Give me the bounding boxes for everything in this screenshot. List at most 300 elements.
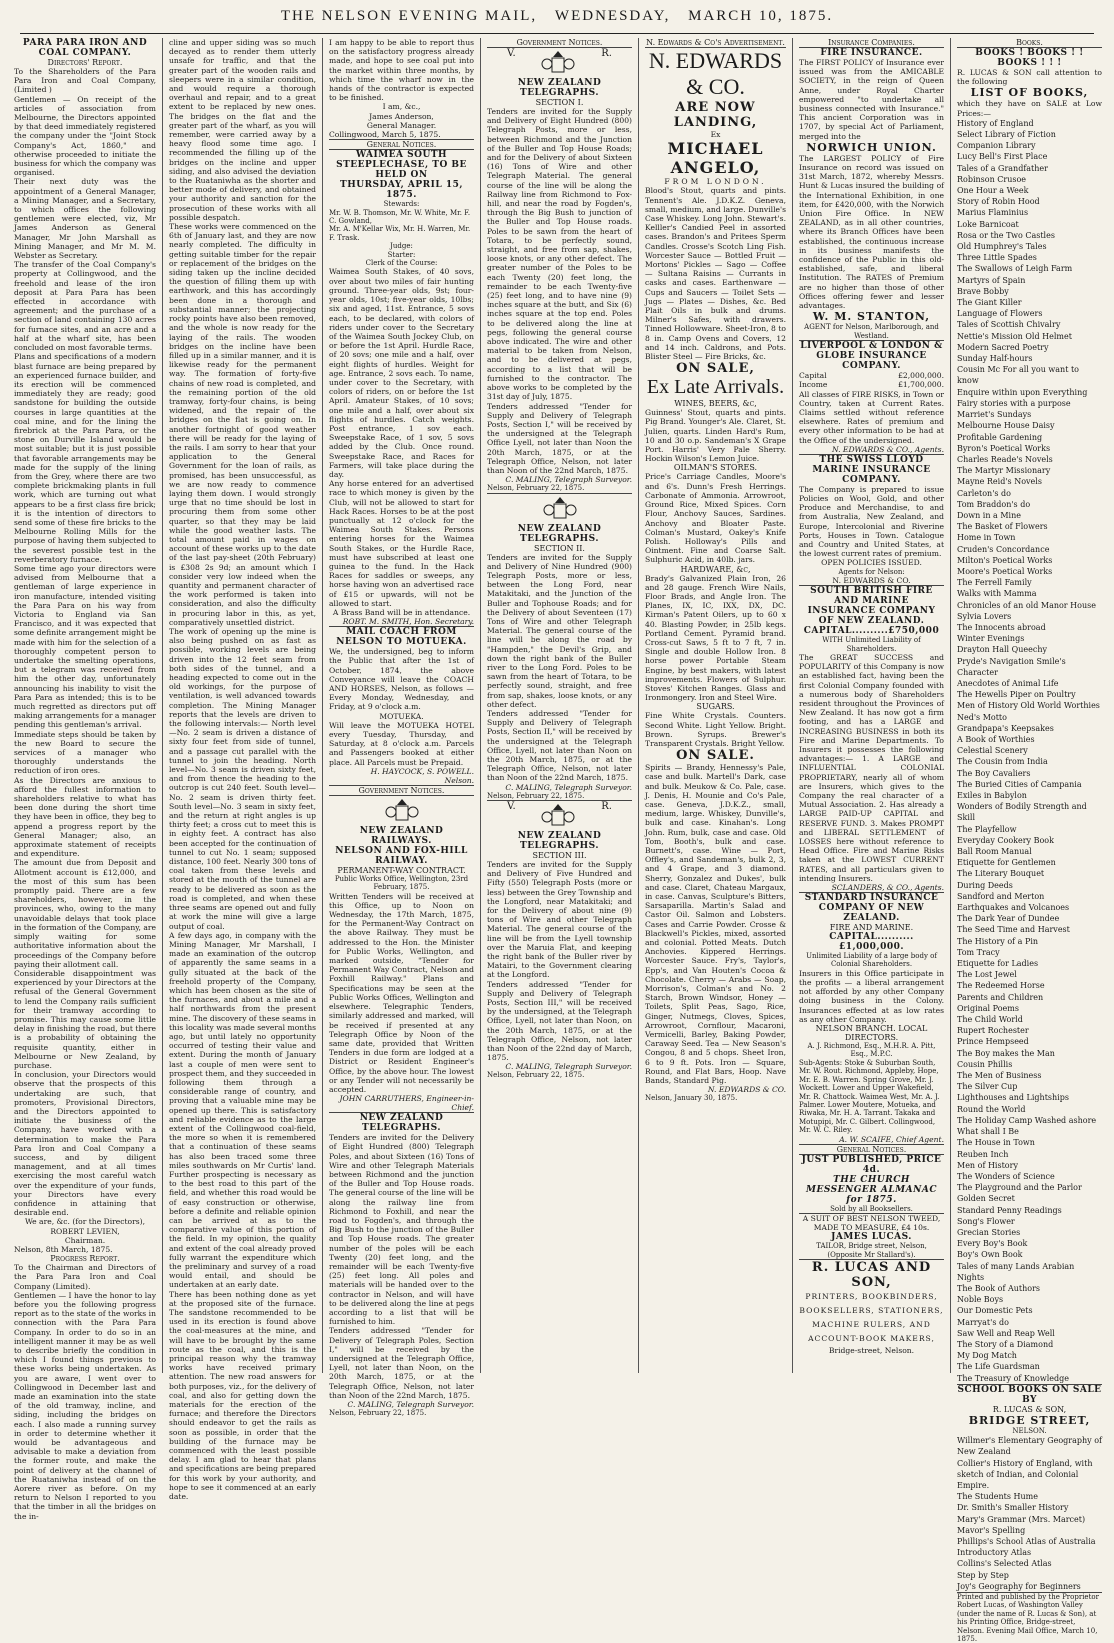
list-item: Melbourne House Daisy bbox=[957, 421, 1055, 431]
ad-heading: THE SWISS LLOYD MARINE INSURANCE COMPANY. bbox=[812, 454, 931, 485]
list-item: Marriet's Sundays bbox=[957, 410, 1032, 420]
list-item: Walks with Mamma bbox=[957, 589, 1037, 599]
royal-crest-icon bbox=[382, 796, 422, 826]
paragraph: Written Tenders will be received at this Office, up to Noon on Wednesday, the 17th March, 1875, for the Permanent-Way Contract on the above Railway. They must be addressed to the Hon. the Minister for Public Works, Wellington, and marked outside, "Tender for Permanent Way Contract, Nelson and Foxhill Railway." Plans and Specifications may be seen at the Public Works Offices, Wellington and elsewhere. Telegraphic Tenders, similarly addressed and marked, will be received if presented at any Telegraph Office by Noon of the same date, provided that Written Tenders in due form are lodged at a District or Resident Engineer's Office, by the above hour. The lowest or any Tender will not necessarily be accepted. bbox=[329, 891, 474, 1094]
list-item: Brave Bobby bbox=[957, 286, 1009, 296]
ad-headline: Ex Late Arrivals. bbox=[646, 376, 785, 399]
list-item: Down in a Mine bbox=[957, 510, 1021, 520]
list-item: My Dog Match bbox=[957, 1351, 1017, 1361]
list-item: The Seed Time and Harvest bbox=[957, 925, 1070, 935]
column-4 bbox=[480, 38, 638, 1373]
article-subheading: Progress Report. bbox=[50, 1254, 120, 1264]
list-item: Our Domestic Pets bbox=[957, 1306, 1033, 1316]
goods-list: Fine White Crystals. Counters. Second White. Light Yellow. Bright. Brown. Syrups. Brewer's Transparent Crystals. Bright Yellow. bbox=[645, 711, 786, 748]
judge-label: Judge: bbox=[390, 242, 413, 251]
paragraph: Tenders are invited for the Delivery of Eight Hundred (800) Telegraph Poles, and about Sixteen (16) Tons of Wire and other Telegraph Materials between Richmond and the junction of the Buller and Top House roads. The general course of the line will be along the railway line from Richmond to Foxhill, and near the road to Fogden's, and through the Big Bush to the junction of the Buller and Top House roads. The greater number of the poles will be each Twenty (20) feet long, and the remainder will be each Twenty-five (25) feet long. All poles and materials will be handed over to the contractor in Nelson, and will have to be delivered along the line at pegs according to a list that will be furnished to him. bbox=[329, 1133, 474, 1327]
stewards-list: Mr. W. B. Thomson, Mr. W. White, Mr. F. C. Gowland, bbox=[329, 208, 471, 226]
notice-heading: NEW ZEALAND TELEGRAPHS. bbox=[517, 78, 602, 98]
list-item: Marryat's do bbox=[957, 1317, 1009, 1327]
list-item: Moore's Poetical Works bbox=[957, 566, 1053, 576]
agent-name: W. M. STANTON, bbox=[812, 310, 931, 324]
ad-date: THURSDAY, APRIL 15, 1875. bbox=[340, 180, 463, 201]
list-item: Robinson Crusoe bbox=[957, 174, 1027, 184]
list-item: Chronicles of an old Manor House bbox=[957, 600, 1096, 610]
paragraph: To the Chairman and Directors of the Para Para Iron and Coal Company (Limited). bbox=[14, 1263, 156, 1291]
list-item: The Life Guardsman bbox=[957, 1362, 1040, 1372]
dateline: Nelson, February 22, 1875. bbox=[329, 1409, 427, 1418]
list-item: Cousin Phillis bbox=[957, 1059, 1013, 1069]
section-heading: General Notices. bbox=[836, 1144, 907, 1154]
list-item: Language of Flowers bbox=[957, 309, 1043, 319]
paragraph: Tenders are invited for the Supply and Delivery of Nine Hundred (900) Telegraph Posts, more or less, between the Long Ford, near Matakitaki, and the Junction of the Buller and Tophouse Roads; and for the Delivery of about Seventeen (17) Tons of Wire and other Telegraph Material. The general course of the line will be along the road by "Hampden," the Devil's Grip, and down the right bank of the Buller river to the Long Ford. Poles to be sawn from the heart of Totara, to be perfectly sound, straight, and free from sap, shakes, loose knots, or any other defect. bbox=[487, 552, 632, 709]
list-item: Men of History Old World Worthies bbox=[957, 701, 1100, 711]
goods-list: Spirits — Brandy, Hennessy's Pale, case and bulk. Martell's Dark, case and bulk. Meukow & Co. Pale, case. J. Denis, H. Mounie and Co's Pale, case. Geneva, J.D.K.Z., small, medium, large. Whiskey, Dunville's, bulk and case. Kinahan's. Long John. Rum, bulk, case and case. Old Tom, Booth's, bulk and case. Burnett's, case. Wine — Port, Offley's, and Sandeman's, bulk 2, 3, and 4 Grape, and 3 diamond. Sherry, Gonzalez and Dukes', bulk and case. Claret, Chateau Margaux, in case. Canvas, Sculpture's Bitters, Sarsaparilla. Martin's Salad and Castor Oil. Salmon and Lobsters. Cases and Carrie Powder. Crosse & Blackwell's Pickles, mixed, assorted and colonial. Potted Meats. Dutch Anchovies. Kippered Herrings. Worcester Sauce. Fry's, Taylor's, Epp's, and Van Houten's Cocoa & Chocolate. Cherry — Arabs — Soap, Morrison's, Colman's and No. 2 Starch, Brown Windsor, Honey — Toilets, Split Peas, Sago, Rice, Ginger, Nutmegs, Cloves, Spices, Arrowroot, Cornflour, Macaroni, Vermicelli, Barley, Baking Powder, Caraway Seed. Tea — New Season's Congou, 8 and 5 chops. Sheet Iron, 6 to 9 ft. Pots. Iron — Square, Round, and Flat Bars, Hoop. Nave Bands, Standard Pig. bbox=[645, 763, 786, 1086]
list-item: The Playground and the Parlor bbox=[957, 1183, 1082, 1193]
list-item: Nettie's Mission Old Helmet bbox=[957, 331, 1072, 341]
signer: ROBERT LEVIEN, bbox=[50, 1226, 120, 1236]
signer: C. MALING, Telegraph Surveyor. bbox=[505, 475, 632, 485]
ad-text: PRINTERS, BOOKBINDERS, BOOKSELLERS, STATIONERS, MACHINE RULERS, AND ACCOUNT-BOOK MAKERS, bbox=[799, 1292, 944, 1344]
list-item: Sylvia Lovers bbox=[957, 611, 1012, 621]
article-subheading: Directors' Report. bbox=[47, 58, 123, 67]
ad-heading: STANDARD INSURANCE COMPANY OF NEW ZEALAND. bbox=[804, 893, 939, 924]
list-item: History of England bbox=[957, 118, 1034, 128]
list-item: The Holiday Camp Washed ashore bbox=[957, 1115, 1097, 1125]
signer: N. EDWARDS & CO. bbox=[832, 575, 911, 585]
ad-text: OPEN POLICIES ISSUED. bbox=[821, 558, 922, 568]
signoff: I am, &c., bbox=[382, 102, 421, 112]
ad-subheading: OILMAN'S STORES. bbox=[673, 463, 758, 473]
list-item: The Buried Cities of Campania bbox=[957, 779, 1082, 789]
ad-headline: LIST OF BOOKS, bbox=[970, 86, 1089, 100]
column-1 bbox=[8, 38, 162, 1521]
list-item: Tom Braddon's do bbox=[957, 499, 1031, 509]
list-item: Winter Evenings bbox=[957, 634, 1025, 644]
paragraph: To the Shareholders of the Para Para Iron and Coal Company, (Limited ) bbox=[14, 67, 156, 95]
list-item: Saw Well and Reap Well bbox=[957, 1328, 1055, 1338]
list-item: What shall I Be bbox=[957, 1127, 1019, 1137]
ad-heading: MAIL COACH FROM NELSON TO MOTUEKA. bbox=[336, 627, 467, 648]
paragraph: Immediate steps should be taken by the new Board to secure the services of a manager who thoroughly understands the reduction of iron ores. bbox=[14, 729, 156, 776]
imprint: Printed and published by the Proprietor Robert Lucas, of Washington Valley (under the name of R. Lucas & Son), at his Printing Office, Bridge-street, Nelson. Evening Mail Office, March 10, 1875. bbox=[957, 1593, 1099, 1643]
list-item: Tales of a Grandfather bbox=[957, 163, 1048, 173]
dateline: Collingwood, March 5, 1875. bbox=[329, 130, 441, 140]
paragraph: Tenders addressed "Tender for Supply and Delivery of Telegraph Posts, Section III," will be received by the undersigned, at the Telegraph Office, Lyell, not later than Noon, on the 20th March, 1875, or at the Telegraph Office, Nelson, not later than Noon of the 22nd day of March, 1875. bbox=[487, 979, 632, 1063]
section-heading: Government Notices. bbox=[358, 785, 445, 795]
list-item: The Martyr Missionary bbox=[957, 466, 1051, 476]
paragraph: Tenders are invited for the Supply and Delivery of Eight Hundred (800) Telegraph Posts, more or less, between Richmond and the Junction of the Buller and Top House Roads; and for the Delivery of about Sixteen (16) Tons of Wire and other Telegraph Material. The general course of the line will be along the Railway line from Richmond to Fox-hill, and near the road by Fogden's, through the Big Bush to junction of the Buller and Top House roads. Poles to be sawn from the heart of Totara, to be perfectly sound, straight, and free from sap, shakes, loose knots, or any other defect. The greater number of the Poles to be each Twenty (20) feet long, the remainder to be each Twenty-five (25) feet long, and to have nine (9) inches square at the butt, and Six (6) inches square at the top end. Poles to be delivered along the line at pegs, following the general course above indicated. The wire and other material to be taken from Nelson, and to be delivered at pegs, according to a list that will be furnished to the contractor. The above works to be completed by the 31st day of July, 1875. bbox=[487, 107, 632, 402]
paragraph: Will leave the MOTUEKA HOTEL every Tuesday, Thursday, and Saturday, at 8 o'clock a.m. Parcels and Passengers booked at either place. All Parcels must be Prepaid. bbox=[329, 720, 474, 767]
signer: N. EDWARDS & CO., Agents. bbox=[831, 444, 944, 454]
list-item: Tom Tracy bbox=[957, 947, 1000, 957]
paragraph: Tenders addressed "Tender for Supply and Delivery of Telegraph Posts, Section II," will be received by the undersigned at the Telegraph Office, Lyell, not later than Noon on the 20th March, 1875, or at the Telegraph Office, Nelson, not later than Noon of the 22nd March, 1875. bbox=[487, 708, 632, 783]
ad-text: Ex bbox=[710, 130, 721, 139]
list-item: The Students Hume bbox=[957, 1492, 1038, 1502]
ship-name: MICHAEL ANGELO, bbox=[667, 139, 764, 178]
masthead-rule bbox=[20, 33, 1094, 34]
paragraph: The FIRST POLICY of Insurance ever issued was from the AMICABLE SOCIETY, in the reign of Queen Anne, under Royal Charter empowered "to undertake all business connected with Insurance." This ancient Corporation was in 1707, by special Act of Parliament, merged into the bbox=[799, 58, 944, 141]
list-item: The Silver Cup bbox=[957, 1082, 1018, 1092]
starter-label: Starter: bbox=[387, 250, 416, 259]
goods-list: Price's Carriage Candles, Moore's and 6's. Dunn's Fresh Herrings. Carbonate of Ammonia. Arrowroot, Ground Rice, Mixed Spices. Corn Flour, Anchovy Sauces, Sardines. Anchovy and Bloater Paste. Colman's Mustard, Oakey's Knife Polish. Holloway's Pills and Ointment. Fine and Coarse Salt. Sulphuric Acid, in 40lb. jars. bbox=[645, 472, 786, 565]
section-heading: Government Notices. bbox=[516, 38, 603, 47]
stewards-list: Mr. A. M'Kellar Wix, Mr. H. Warren, Mr. F. Trask. bbox=[329, 225, 471, 242]
list-item: Etiquette for Ladies bbox=[957, 959, 1039, 969]
ad-text: A SUIT OF BEST NELSON TWEED, MADE TO MEASURE, £4 10s. bbox=[802, 1213, 941, 1233]
ad-subheading: HARDWARE, &c, bbox=[680, 564, 751, 574]
list-item: Anecdotes of Animal Life bbox=[957, 678, 1059, 688]
paragraph: The Company is prepared to issue Policies on Wool, Gold, and other Produce and Merchandise, to and from Australia, New Zealand, and Europe, Intercolonial and Riverine Ports, Houses in Town. Catalogue and Country and United States, at the lowest current rates of premium. bbox=[799, 484, 944, 559]
list-item: Rosa or the Two Castles bbox=[957, 230, 1055, 240]
list-item: One Hour a Week bbox=[957, 186, 1029, 196]
paragraph: Any horse entered for an advertised race to which money is given by the Club, will not be allowed to start for Hack Races. Horses to be at the post punctually at 12 o'clock for the Waimea South Stakes. Persons entering horses for the Waimea South Stakes, or the Hurdle Race, must have subscribed at least one guinea to the fund. In the Hack Races for saddles or sweeps, any horse having won an advertised race of £15 or upwards, will not be allowed to start. bbox=[329, 479, 474, 608]
ad-headline: R. LUCAS AND SON, bbox=[811, 1260, 932, 1291]
list-item: The Literary Bouquet bbox=[957, 869, 1045, 879]
list-item: Sandford and Merton bbox=[957, 891, 1045, 901]
paragraph: A Brass Band will be in attendance. bbox=[332, 608, 471, 617]
ad-text: FROM LONDON. bbox=[664, 177, 767, 187]
list-item: Grecian Stories bbox=[957, 1227, 1021, 1237]
list-item: Charles Reade's Novels bbox=[957, 454, 1053, 464]
crest-letter-r: R. bbox=[601, 48, 612, 59]
ad-heading: LIVERPOOL & LONDON & GLOBE INSURANCE COMPANY. bbox=[800, 341, 943, 372]
paragraph: The amount due from Deposit and Allotment account is £12,000, and the most of this sum has been promptly paid. There are a few shareholders, however, in the provinces, who, owing to the many unavoidable delays that took place in the formation of the Company, are simply waiting for some authoritative information about the proceedings of the Company before paying their allotment call. bbox=[14, 858, 156, 969]
ad-heading: FIRE INSURANCE. bbox=[820, 48, 923, 58]
list-item: Cousin Mc For all you want to know bbox=[957, 365, 1079, 386]
signoff: We are, &c. (for the Directors), bbox=[24, 1217, 146, 1227]
list-item: The Redeemed Horse bbox=[957, 981, 1045, 991]
dateline: Nelson, February 22, 1875. bbox=[487, 484, 585, 493]
signer: A. W. SCAIFE, Chief Agent. bbox=[839, 1134, 944, 1144]
signer-role: General Manager. bbox=[366, 120, 437, 130]
section-heading: Insurance Companies. bbox=[828, 38, 915, 47]
ad-text: WITH Unlimited Liability of Shareholders. bbox=[822, 636, 921, 653]
column-6 bbox=[792, 38, 950, 1373]
list-item: Old Humphrey's Tales bbox=[957, 242, 1047, 252]
goods-list: Blood's Stout, quarts and pints. Tennent's Ale. J.D.K.Z. Geneva, small, medium, and large. Dunville's Case Whiskey. Long John. Stewart's. Kelller's Candied Peel in assorted cases. Brandon's and Pritees Sperm Candles. Crosse's Scotch Ling Fish. Worcester Sauce — Bottled Fruit — Mortons' Pickles — Sago — Coffee — Sultana Raisins — Currants in casks and cases. Earthenware — Cups and Saucers — Toilet Sets — Jugs — Plates — Dishes, &c. Bed Plait Oils in bulk and drums. Milner's Safes, with drawers. Tinned Hollowware. Sheet-Iron, 8 to 8 in. Camp Ovens and Covers, 12 and 14 inch. Caldrons, and Pots. Blister Steel — Fire Bricks, &c. bbox=[645, 186, 786, 362]
list-item: Everyday Cookery Book bbox=[957, 835, 1054, 845]
list-item: Marius Flaminius bbox=[957, 208, 1029, 218]
capital-value: £2,000,000. bbox=[898, 371, 944, 381]
list-item: Step by Step bbox=[957, 1570, 1009, 1580]
ad-subheading: FIRE AND MARINE. bbox=[829, 923, 914, 933]
signer: C. MALING, Telegraph Surveyor. bbox=[505, 1062, 632, 1072]
list-item: Carleton's do bbox=[957, 488, 1011, 498]
paragraph: Plans and specifications of a modern blast furnace are being prepared by an experienced furnace builder, and its erection will be commenced immediately they are ready; good sandstone for building the outside courses in large quantities at the coal mine, and for the lining the firebrick at the Para Para, or the stone on Durville Island would be most suitable; but it is just possible that favorable arrangements may be made for the supply of the lining from the Grey, where there are two complete brickmaking plants in full work, which are turning out what appears to be a first class fire brick; it is the intention of directors to send some of these fire bricks to the Melbourne Rolling Mills for the purpose of having them subjected to the severest possible test in the reverberatory furnace. bbox=[14, 352, 156, 564]
signer: C. MALING, Telegraph Surveyor. bbox=[347, 1400, 474, 1410]
paragraph: The transfer of the Coal Company's property at Collingwood, and the freehold and lease of the iron deposit at Para Para has been effected in accordance with agreement; and the purchase of a section of land containing 130 acres for furnace sites, and an acre and a half at the wharf site, has been concluded on most favorable terms. bbox=[14, 260, 156, 353]
paragraph: The LARGEST POLICY of Fire Insurance on record was issued on 31st March, 1872, whereby Messrs. Hunt & Lucas insured the building of the International Exhibition, in one item, for £420,000, with the Norwich Union Fire Office. In NEW ZEALAND, as in all other countries, where its Branch Offices have been established, the continuous increase in its business manifests the confidence of the Public in this old-established, safe, and liberal Institution. The RATES of Premium are no higher than those of other Offices offering fewer and lesser advantages. bbox=[799, 153, 944, 311]
list-item: Parents and Children bbox=[957, 992, 1044, 1002]
ad-heading: JAMES LUCAS. bbox=[831, 1232, 912, 1243]
sub-agents: Sub-Agents: Stoke & Suburban South, Mr. W. Rout. Richmond, Appleby, Hope, Mr. E. B. Warren. Spring Grove, Mr. J. Wockett. Lower and Upper Wakefield, Mr. R. Chattock. Waimea West, Mr. A. J. Palmer. Lower Moutere, Motueka, and Riwaka, Mr. H. A. Tarrant. Takaka and Motupipi, Mr. C. Gilbert. Collingwood, Mr. W. C. Riley. bbox=[799, 1058, 940, 1135]
list-item: Song's Flower bbox=[957, 1216, 1015, 1226]
masthead-title: THE NELSON EVENING MAIL, bbox=[280, 8, 538, 24]
signer: C. MALING, Telegraph Surveyor. bbox=[505, 782, 632, 792]
list-item: Tales of many Lands Arabian Nights bbox=[957, 1261, 1075, 1282]
royal-crest-icon bbox=[540, 494, 580, 524]
list-item: Round the World bbox=[957, 1104, 1026, 1114]
column-7 bbox=[950, 38, 1108, 1643]
notice-section: SECTION I. bbox=[535, 98, 584, 107]
paragraph: cline and upper siding was so much decayed as to render them utterly unsafe for traffic, and that the greater part of the wooden rails and sleepers were in a similar condition, and would require a thorough overhaul and repair, and to a great extent to be replaced by new ones. The bridges on the flat and the greater part of the wharf, as you will remember, were carried away by a heavy flood some time ago. I recommended the filling up of the bridges on the incline and upper siding, and also advised the deviation to the Ruataniwha as the shorter and better mode of delivery, and obtained your authority and sanction for the prosecution of these works with all possible despatch. bbox=[169, 38, 316, 222]
notice-heading: NEW ZEALAND RAILWAYS. bbox=[359, 825, 444, 846]
list-item: Mary's Grammar (Mrs. Marcet) bbox=[957, 1514, 1086, 1524]
list-item: Phillips's School Atlas of Australia bbox=[957, 1537, 1096, 1546]
ad-heading: THE CHURCH MESSENGER ALMANAC for 1875. bbox=[806, 1174, 937, 1205]
paragraph: Some time ago your directors were advised from Melbourne that a gentleman of large experience in iron manufacture, intended visiting the Para Para on his way from Victoria to England via San Francisco, and it was expected that some definite arrangement might be made with him for the selection of a thoroughly competent person to undertake the smelting operations, but a telegram was received from him the other day, unfortunately announcing his inability to visit the Para Para as intended; this is to be much regretted as directors put off making arrangements for a manager pending this gentleman's arrival. bbox=[14, 563, 156, 730]
list-item: Profitable Gardening bbox=[957, 432, 1043, 442]
ad-headline: N. EDWARDS & CO. bbox=[648, 48, 783, 99]
paragraph: Considerable disappointment was experienced by your Directors at the refusal of the General Government to lend the Company rails sufficient for their tramway according to promise. This may cause some little delay in finishing the road, but there is a probability of obtaining the requisite quantity, either in Melbourne or New Zealand, by purchase. bbox=[14, 968, 156, 1070]
list-item: Martyrs of Spain bbox=[957, 275, 1026, 285]
paragraph: As the Directors are anxious to afford the fullest information to shareholders relative to what has been done during the short time they have been in office, they beg to append a progress report by the General Manager; also, an approximate statement of receipts and expenditure. bbox=[14, 775, 156, 859]
dateline: Nelson, February 22, 1875. bbox=[487, 1071, 585, 1080]
crest-letter-v: V. bbox=[507, 48, 516, 59]
income-value: £1,700,000. bbox=[898, 380, 944, 390]
paragraph: I am happy to be able to report thus on the satisfactory progress already made, and hope to see coal put into the market within three months, by which time the wharf now in the hands of the contractor is expected to be finished. bbox=[329, 38, 474, 103]
paragraph: Their next duty was the appointment of a General Manager, a Mining Manager, and a Secretary, to which offices the following gentlemen were elected, viz, Mr James Anderson as General Manager, Mr John Marshall as Mining Manager, and Mr M. M. Webster as Secretary. bbox=[14, 177, 156, 261]
list-item: Men of History bbox=[957, 1160, 1018, 1170]
ad-heading: JUST PUBLISHED, PRICE 4d. bbox=[801, 1154, 942, 1175]
masthead-day: WEDNESDAY, bbox=[554, 8, 671, 24]
agent-role: AGENT for Nelson, Marlborough, and Westland. bbox=[804, 323, 939, 340]
section-heading: Books. bbox=[1016, 38, 1043, 47]
column-5 bbox=[638, 38, 792, 1373]
list-item: The Book of Authors bbox=[957, 1283, 1041, 1293]
masthead bbox=[0, 8, 1114, 34]
list-item: The Hewells Piper on Poultry bbox=[957, 690, 1076, 700]
list-item: Modern Sacred Poetry bbox=[957, 342, 1049, 352]
list-item: Earthquakes and Volcanoes bbox=[957, 903, 1070, 913]
directors: A. J. Richmond, Esq., M.H.R. A. Pitt, Esq., M.P.C. bbox=[807, 1042, 936, 1059]
list-item: Home in Town bbox=[957, 533, 1016, 543]
notice-heading: NEW ZEALAND TELEGRAPHS. bbox=[517, 523, 602, 544]
paragraph: There has been nothing done as yet at the proposed site of the furnace. The sandstone recommended to be used in its erection is found above the coal-measures at the mine, and will have to be brought by the same route as the coal, and this is the principal reason why the tramway works have received primary attention. The new road answers for both purposes, viz., for the delivery of coal, and also for getting down the materials for the erection of the furnace; and therefore the Directors should endeavor to get the rails as soon as possible, in order that the building of the furnace may be commenced with the least possible delay. I am glad to hear that plans and specifications are being prepared for this work by your authority, and hope to see it commenced at an early date. bbox=[169, 1289, 316, 1502]
list-item: Tales of Scottish Chivalry bbox=[957, 320, 1061, 330]
clerk-label: Clerk of the Course: bbox=[365, 259, 438, 268]
list-item: A Book of Worthies bbox=[957, 734, 1035, 744]
list-item: During Deeds bbox=[957, 880, 1013, 890]
list-item: The Dark Year of Dundee bbox=[957, 914, 1060, 924]
notice-heading: NEW ZEALAND TELEGRAPHS. bbox=[359, 1113, 444, 1134]
list-item: Pryde's Navigation Smile's Character bbox=[957, 656, 1066, 677]
ad-text: R. LUCAS & SON call attention to the following bbox=[957, 68, 1102, 87]
list-item: Prince Hempseed bbox=[957, 1037, 1029, 1047]
section-heading: General Notices. bbox=[366, 140, 437, 150]
dateline: Nelson, February 22, 1875. bbox=[487, 791, 585, 800]
list-item: Select Library of Fiction bbox=[957, 130, 1056, 140]
article-heading: PARA PARA IRON AND COAL COMPANY. bbox=[22, 38, 148, 58]
list-item: The Cousin from India bbox=[957, 757, 1048, 767]
list-item: Rupert Rochester bbox=[957, 1026, 1029, 1036]
notice-subheading: PERMANENT-WAY CONTRACT. bbox=[337, 865, 466, 875]
list-item: The Innocents abroad bbox=[957, 622, 1046, 632]
list-item: Mayne Reid's Novels bbox=[957, 477, 1042, 487]
paragraph: Tenders addressed "Tender for Supply and Delivery of Telegraph Posts, Section I," will be received by the undersigned at the Telegraph Office Lyell, not later than Noon the 20th March, 1875, or at the Telegraph Office, Nelson, not later than Noon of the 22nd March, 1875. bbox=[487, 401, 632, 475]
list-item: Golden Secret bbox=[957, 1194, 1015, 1204]
list-item: The Swallows of Leigh Farm bbox=[957, 264, 1073, 274]
list-item: Enquire within upon Everything bbox=[957, 387, 1088, 397]
list-item: Companion Library bbox=[957, 141, 1036, 151]
ad-heading: SOUTH BRITISH FIRE AND MARINE INSURANCE COMPANY OF NEW ZEALAND. bbox=[807, 586, 936, 627]
section-heading: N. Edwards & Co's Advertisement. bbox=[646, 38, 785, 47]
crest-row bbox=[487, 48, 632, 78]
paragraph: These works were commenced on the 6th of January last, and they are now nearly completed. The difficulty in getting suitable timber for the repair or replacement of the bridges on the siding taken up the incline decided the question of filling them up with earthwork, and this has accordingly been done in a thorough and substantial manner; the projecting rocky points have also been removed, and the whole is now ready for the laying of the rails. The wooden bridges on the incline have been filled up in a similar manner, and it is likewise ready for the permanent way. The formation of forty-five chains of new road is completed, and the remaining portion of the old tramway, forty-four chains, is being widened, and the repair of the bridges on the flat is going on. In another fortnight of good weather there will be ready for the laying of the rails. I am sorry to hear that your application to the General Government for the loan of rails, as promised, has been unsuccessful, as we are now ready to commence laying them down. I would strongly urge that no time should be lost in procuring them from some other quarter, so that they may be laid while the good weather lasts. The total amount paid in wages on account of these works up to the date of the last pay-sheet (20th February) is £308 2s 9d; an amount which I consider very low indeed when the quantity and permanent character of the work performed is taken into consideration, and also the difficulty in procuring labor in this, as yet, comparatively unsettled district. bbox=[169, 222, 316, 627]
list-item: Standard Penny Readings bbox=[957, 1205, 1062, 1215]
school-book-list bbox=[957, 1435, 1102, 1592]
ad-headline: ON SALE. bbox=[676, 748, 755, 764]
ad-text: Agents for Nelson: bbox=[838, 567, 905, 576]
ad-heading: BOOKS ! BOOKS ! ! BOOKS ! ! ! bbox=[975, 48, 1084, 68]
list-item: Dr. Smith's Smaller History bbox=[957, 1503, 1069, 1513]
crest-letter-v: V. bbox=[507, 801, 516, 813]
list-item: Byron's Poetical Works bbox=[957, 443, 1051, 453]
paragraph: Gentlemen — On receipt of the articles of association from Melbourne, the Directors appointed by that deed immediately registered the company under the "Joint Stock Company's Act, 1860," and otherwise proceeded to initiate the business for which the company was organised. bbox=[14, 94, 156, 178]
list-item: Drayton Hall Queechy bbox=[957, 645, 1047, 655]
list-item: The Basket of Flowers bbox=[957, 522, 1048, 532]
list-item: The Boy makes the Man bbox=[957, 1048, 1055, 1058]
dateline: Public Works Office, Wellington, 23rd February, 1875. bbox=[334, 874, 469, 892]
list-item: Milton's Poetical Works bbox=[957, 555, 1053, 565]
list-item: The Giant Killer bbox=[957, 298, 1022, 308]
ad-text: TAILOR, Bridge street, Nelson, (Opposite Mr Stallard's). bbox=[816, 1242, 927, 1259]
list-item: The Story of a Diamond bbox=[957, 1339, 1054, 1349]
list-item: The Men of Business bbox=[957, 1071, 1042, 1081]
list-item: Collier's History of England, with sketch of Indian, and Colonial Empire. bbox=[957, 1458, 1093, 1490]
notice-subheading: NELSON AND FOX-HILL RAILWAY. bbox=[335, 845, 468, 866]
signer: SCLANDERS, & CO., Agents. bbox=[831, 883, 944, 893]
list-item: The History of a Pin bbox=[957, 936, 1039, 946]
ad-heading: SCHOOL BOOKS ON SALE BY bbox=[957, 1384, 1102, 1405]
royal-crest-icon bbox=[538, 801, 578, 831]
list-item: Noble Boys bbox=[957, 1295, 1004, 1305]
crest-row bbox=[487, 801, 632, 831]
list-item: Fairy stories with a purpose bbox=[957, 398, 1071, 408]
paragraph: The GREAT SUCCESS and POPULARITY of this Company is now an established fact, having been the first Colonial Company founded with a numerous body of Shareholders resident throughout the Provinces of New Zealand. It has now got a firm footing, and has a LARGE and INCREASING BUSINESS in both its Fire and Marine Departments. To Insurers it possesses the following advantages:— 1. A LARGE and INFLUENTIAL COLONIAL PROPRIETARY, nearly all of whom are Insurers, which gives to the Company the real character of a Mutual Association. 2. Has already a LARGE PAID-UP CAPITAL and RESERVE FUND. 3. Makes PROMPT and LIBERAL SETTLEMENT of LOSSES here without reference to Head Office. Fire and Marine Risks taken at the LOWEST CURRENT RATES, and all particulars given to intending Insurers. bbox=[799, 652, 944, 883]
column-3 bbox=[322, 38, 480, 1418]
ad-text: Sold by all Booksellers. bbox=[830, 1204, 913, 1213]
list-item: The Child World bbox=[957, 1015, 1023, 1025]
capital-row bbox=[799, 371, 944, 380]
list-item: Wonders of Bodily Strength and Skill bbox=[957, 802, 1087, 823]
list-item: Grandpapa's Keepsakes bbox=[957, 723, 1054, 733]
list-item: Ball Room Manual bbox=[957, 847, 1032, 857]
ad-headline: ON SALE, bbox=[676, 361, 755, 377]
ad-text: Bridge-street, Nelson. bbox=[828, 1346, 915, 1356]
ad-headline: NORWICH UNION. bbox=[806, 140, 937, 154]
list-item: The Lost Jewel bbox=[957, 970, 1017, 980]
list-item: Boy's Own Book bbox=[957, 1250, 1023, 1260]
list-item: Cruden's Concordance bbox=[957, 544, 1050, 554]
paragraph: A few days ago, in company with the Mining Manager, Mr Marshall, I made an examination of the outcrop of apparently the same seams in a gully situated at the back of the freehold property of the Company, which has been chosen as the site of the furnaces, and about a mile and a half northwards from the present mine. The discovery of these seams in this locality was made several months ago, but until lately no opportunity occurred of testing their value and extent. During the month of January last a couple of men were sent to prospect them, and they succeeded in following them through a considerable range of country, and proving that a valuable mine may be opened up there. This is satisfactory and reliable evidence as to the large extent of the Collingwood coal-field, the more so when it is remembered that a continuation of these seams has also been traced some three miles southwards on Mr Curtis' land. Further prospecting is necessary as to the best road to this part of the field, and whether this road would be of easy construction or otherwise, before a definite and reliable opinion can be arrived at as to the comparative value of this portion of the field. In my opinion, the quality and extent of the coal already proved fully warrant the expenditure which the preliminary and survey of a road would entail, and should be undertaken at an early date. bbox=[169, 930, 316, 1290]
paragraph: Tenders addressed "Tender for Delivery of Telegraph Poles, Section I," will be received by the undersigned at the Telegraph Office, Lyell, not later than Noon, on the 20th March, 1875, or at the Telegraph Office, Nelson, not later than Noon of the 22nd March, 1875. bbox=[329, 1326, 474, 1400]
paragraph: All classes of FIRE RISKS, in Town or Country, taken at Current Rates. Claims settled without reference elsewhere. Rates of premium and every other information to be had at the Office of the undersigned. bbox=[799, 389, 944, 445]
ad-text: which they have on SALE at Low Prices:— bbox=[957, 99, 1102, 118]
list-item: Original Poems bbox=[957, 1003, 1019, 1013]
ad-subheading: R. LUCAS & SON, bbox=[992, 1404, 1067, 1414]
list-item: The Treasury of Knowledge bbox=[957, 1373, 1069, 1383]
ad-heading: WAIMEA SOUTH STEEPLECHASE, TO BE HELD ON bbox=[336, 150, 467, 181]
list-item: Reuben Inch bbox=[957, 1149, 1009, 1159]
list-item: The Wonders of Science bbox=[957, 1171, 1055, 1181]
goods-list: Guinness' Stout, quarts and pints. Pig Brand. Younger's Ale. Claret, St. Julien, quarts. Linden Hard's Rum, 10 and 30 o.p. Sandeman's X Grape Port. Harris' Very Pale Sherry. Hockin Wilson's Lemon Juice. bbox=[645, 408, 786, 464]
list-item: Willmer's Elementary Geography of New Zealand bbox=[957, 1436, 1102, 1457]
masthead-date: MARCH 10, 1875. bbox=[688, 8, 834, 24]
paragraph: In conclusion, your Directors would observe that the prospects of this undertaking are such, that promoters, Provisional Directors, and the Directors appointed to initiate the business of the Company, have worked with a determination to make the Para Para Iron and Coal Company a success, and by diligent management, and at all times exercising the most careful watch over the expenditure of your funds, your Directors have every confidence in attaining that desirable end. bbox=[14, 1070, 156, 1218]
income-row bbox=[799, 380, 944, 389]
signer-role: Chairman. bbox=[64, 1235, 106, 1245]
ad-headline: ARE NOW LANDING, bbox=[673, 100, 758, 130]
goods-list: Brady's Galvanized Plain Iron, 26 and 28 gauge. French Wire Nails, Floor Brads, and Angle Iron. The Planes, IX, IC, IXX, DX, DC. Kirman's Patent Oilers, up to 60 x 40. Blasting Powder, in 25lb kegs. Portland Cement. Pyramid brand. Cross-cut Saws, 5 ft to 7 ft, 7 in. Single and double Hollow Iron. 8 horse power Portable Steam Engine, by best makers, with latest improvements. Flowers of Sulphur. Stoves' Kitchen Ranges. Glass and Ironmongery. Iron and Steel Wire. bbox=[645, 573, 786, 703]
paragraph: The work of opening up the mine is also being pushed on as fast as possible, working levels are being driven into the 12 feet seam from both sides of the tunnel, and a heading expected to come out in the old workings, for the purpose of ventilation, is well advanced towards completion. The Mining Manager reports that the levels are driven to the following intervals:— North level—No. 2 seam is driven a distance of sixty four feet from side of tunnel, and a passage cut parallel with the tunnel to join the heading. North level—No. 3 seam is driven sixty feet, and from thence the heading to the outcrop is cut 240 feet. South level—No. 2 seam is driven thirty feet. South level—No. 3 seam in sixty feet, and the return at right angles is up thirty feet; a cross cut to meet this is in eighty feet. A contract has also been accepted for the continuation of tunnel to cut No. 1 seam; supposed distance, 100 feet. Nearly 300 tons of coal taken from these levels and stored at the mouth of the tunnel are ready to be delivered as soon as the road is completed, and when these three seams are opened out and fully at work the mine will give a large output of coal. bbox=[169, 627, 316, 931]
list-item: Mavor's Spelling bbox=[957, 1525, 1026, 1535]
ad-subheading: MOTUEKA. bbox=[379, 711, 424, 721]
column-2 bbox=[162, 38, 322, 1502]
ad-subheading: SUGARS. bbox=[696, 702, 735, 712]
crest-letter-r: R. bbox=[601, 801, 612, 813]
notice-heading: NEW ZEALAND TELEGRAPHS. bbox=[517, 831, 602, 852]
list-item: Celestial Scenery bbox=[957, 746, 1028, 756]
list-item: The Boy Cavaliers bbox=[957, 768, 1031, 778]
list-item: The Ferrell Family bbox=[957, 578, 1032, 588]
list-item: Loke Barnicoat bbox=[957, 219, 1019, 229]
list-item: Every Boy's Book bbox=[957, 1239, 1028, 1249]
capital-label: Capital bbox=[799, 371, 827, 381]
ad-text: NELSON. bbox=[1012, 1426, 1047, 1435]
list-item: Exiles in Babylon bbox=[957, 791, 1027, 800]
list-item: The House in Town bbox=[957, 1138, 1035, 1148]
royal-crest-icon bbox=[538, 48, 578, 78]
capital-line: CAPITAL..........£750,000 bbox=[803, 626, 940, 637]
ad-text: Unlimited Liability of a large body of Colonial Shareholders. bbox=[806, 952, 937, 969]
dateline: Nelson, 8th March, 1875. bbox=[14, 1245, 113, 1254]
notice-section: SECTION III. bbox=[532, 851, 587, 861]
paragraph: Gentlemen — I have the honor to lay before you the following progress report as to the state of the works in connection with the Para Para Company. In order to do so in an intelligent manner it may be as well to describe briefly the condition in which I found things previous to these works being undertaken. As you are aware, I went over to Collingwood in December last and made an examination into the state of the old tramway, incline, and siding, including the bridges on each. I also made a running survey in order to determine whether it would be advantageous and advisable to make a deviation from the former route, and make the point of delivery at the channel of the Ruataniwha instead of on the Aorere river as before. On my return to Nelson I reported to you that the timber in all the bridges on the in- bbox=[14, 1290, 156, 1521]
notice-section: SECTION II. bbox=[534, 543, 585, 553]
list-item: Three Little Spades bbox=[957, 253, 1037, 263]
signer: James Anderson, bbox=[369, 111, 434, 121]
list-item: Etiquette for Gentlemen bbox=[957, 858, 1056, 868]
ad-subheading: NELSON BRANCH. LOCAL DIRECTORS. bbox=[815, 1024, 928, 1043]
signer: JOHN CARRUTHERS, Engineer-in-Chief. bbox=[339, 1094, 474, 1113]
list-item: Story of Robin Hood bbox=[957, 197, 1040, 207]
list-item: Ned's Motto bbox=[957, 712, 1007, 722]
paragraph: Insurers in this Office participate in the profits — a liberal arrangement not afforded by any other Company doing business in the Colony. Insurances effected at as low rates as any other Company. bbox=[799, 968, 944, 1024]
capital-line: CAPITAL..........£1,000,000. bbox=[829, 932, 914, 953]
dateline: Nelson. bbox=[444, 775, 474, 785]
signer: ROBT. M. SMITH, Hon. Secretary. bbox=[342, 617, 474, 627]
paragraph: We, the undersigned, beg to inform the Public that after the 1st of October, 1874, the above Conveyance will leave the COACH AND HORSES, Nelson, as follows —Every Monday, Wednesday, and Friday, at 9 o'clock a.m. bbox=[329, 647, 474, 712]
list-item: Introductory Atlas bbox=[957, 1548, 1032, 1558]
list-item: The Playfellow bbox=[957, 824, 1017, 834]
income-label: Income bbox=[799, 380, 828, 390]
dateline: Nelson, January 30, 1875. bbox=[645, 1094, 738, 1103]
paragraph: Waimea South Stakes, of 40 sovs, over about two miles of fair hunting ground. Three-year olds, 9st; four-year olds, 10st; five-year olds, 10lbs; six and aged, 11st. Entrance, 5 sovs each, to be declared, with colors of riders under cover to the Secretary of the Waimea South Jockey Club, on or before the 1st April. Hurdle Race, of 20 sovs; one mile and a half, over eight flights of hurdles. Weight for age. Entrance, 2 sovs each. To name, under cover to the Secretary, with colors of riders, on or before the 1st April. Amateur Stakes, of 10 sovs; one mile and a half, over about six flights of hurdles. Catch weights. Post entrance, 1 sov each. Sweepstake Race, of 1 sov, 5 sovs added by the Club. Once round. Sweepstake Race, and Races for Farmers, will take place during the day. bbox=[329, 267, 474, 479]
ad-subheading: WINES, BEERS, &c, bbox=[674, 399, 757, 409]
list-item: Sunday Half-hours bbox=[957, 354, 1033, 364]
list-item: Collins's Selected Atlas bbox=[957, 1559, 1052, 1569]
paragraph: Tenders are invited for the Supply and Delivery of Five Hundred and Fifty (550) Telegraph Posts (more or less) between the Grey Township and the Longford, near Matakitaki; and for the Delivery of about nine (9) tons of Wire and other Telegraph Material. The general course of the line will be from the Lyell township over the Maruia Flat, and keeping the right bank of the Buller river by Matairi, to the Government clearing at the Longford. bbox=[487, 860, 632, 980]
list-item: Joy's Geography for Beginners bbox=[957, 1581, 1081, 1591]
list-item: Lighthouses and Lightships bbox=[957, 1093, 1069, 1103]
book-list bbox=[957, 118, 1102, 1384]
list-item: Lucy Bell's First Place bbox=[957, 152, 1048, 162]
ad-headline: BRIDGE STREET, bbox=[968, 1413, 1091, 1427]
signer: N. EDWARDS & CO. bbox=[707, 1085, 786, 1095]
signer: H. HAYCOCK, S. POWELL. bbox=[370, 766, 474, 776]
stewards-label: Stewards: bbox=[383, 200, 420, 209]
